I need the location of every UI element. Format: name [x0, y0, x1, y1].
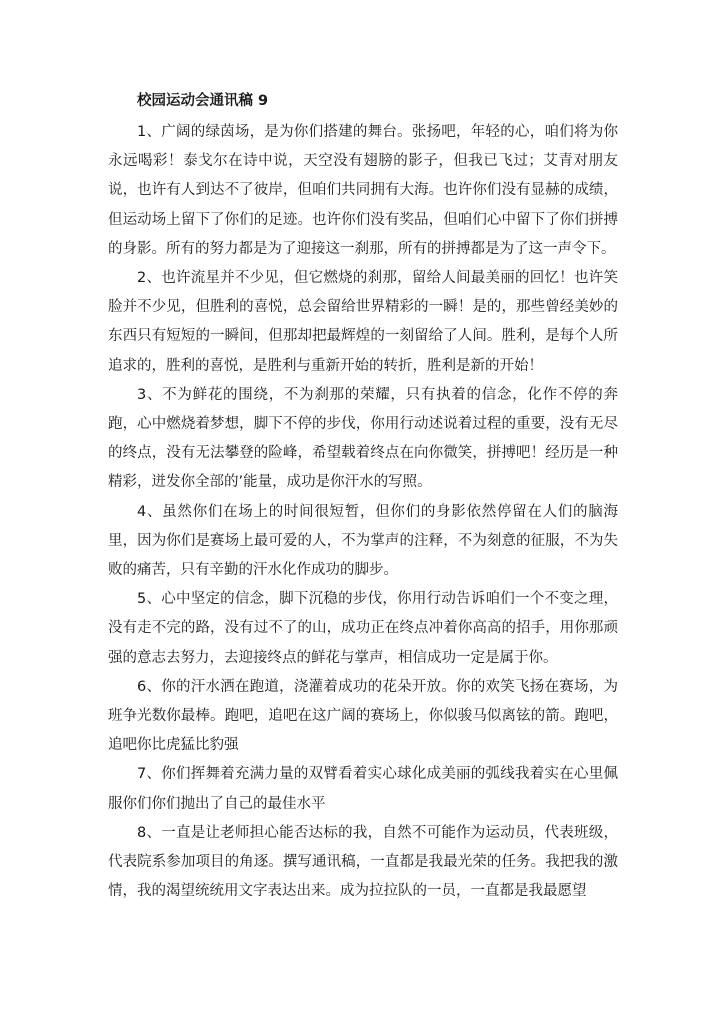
- paragraph-4: 4、虽然你们在场上的时间很短暂，但你们的身影依然停留在人们的脑海里，因为你们是赛场上最可爱的人，不为掌声的注释，不为刻意的征服，不为失败的痛苦，只有辛勤的汗水化作成功的脚步。: [108, 503, 618, 579]
- paragraph-3: 3、不为鲜花的围绕，不为刹那的荣耀，只有执着的信念，化作不停的奔跑，心中燃烧着梦想，脚下不停的步伐，你用行动述说着过程的重要，没有无尽的终点，没有无法攀登的险峰，希望载着终点在向你微笑，拼搏吧！经历是一种精彩，迸发你全部的’能量，成功是你汗水的写照。: [108, 386, 618, 491]
- document-body: [108, 118, 618, 906]
- paragraph-8: 8、一直是让老师担心能否达标的我，自然不可能作为运动员，代表班级，代表院系参加项目的角逐。撰写通讯稿，一直都是我最光荣的任务。我把我的激情，我的渴望统统用文字表达出来。成为拉拉队的一员，一直都是我最愿望: [108, 824, 618, 900]
- paragraph-1: 1、广阔的绿茵场，是为你们搭建的舞台。张扬吧，年轻的心，咱们将为你永远喝彩！泰戈尔在诗中说，天空没有翅膀的影子，但我已飞过；艾青对朋友说，也许有人到达不了彼岸，但咱们共同拥有大海。也许你们没有显赫的成绩，但运动场上留下了你们的足迹。也许你们没有奖品，但咱们心中留下了你们拼搏的身影。所有的努力都是为了迎接这一刹那，所有的拼搏都是为了这一声令下。: [108, 124, 618, 257]
- paragraph-6: 6、你的汗水洒在跑道，浇灌着成功的花朵开放。你的欢笑飞扬在赛场，为班争光数你最棒。跑吧，追吧在这广阔的赛场上，你似骏马似离铉的箭。跑吧，追吧你比虎猛比豹强: [108, 678, 618, 754]
- paragraph-7: 7、你们挥舞着充满力量的双臂看着实心球化成美丽的弧线我着实在心里佩服你们你们抛出了自己的最佳水平: [108, 766, 618, 812]
- paragraph-2: 2、也许流星并不少见，但它燃烧的刹那，留给人间最美丽的回忆！也许笑脸并不少见，但胜利的喜悦，总会留给世界精彩的一瞬！是的，那些曾经美妙的东西只有短短的一瞬间，但那却把最辉煌的一刻留给了人间。胜利，是每个人所追求的，胜利的喜悦，是胜利与重新开始的转折，胜利是新的开始！: [108, 270, 618, 374]
- paragraph-5: 5、心中坚定的信念，脚下沉稳的步伐，你用行动告诉咱们一个不变之理，没有走不完的路，没有过不了的山，成功正在终点冲着你高高的招手，用你那顽强的意志去努力，去迎接终点的鲜花与掌声，相信成功一定是属于你。: [108, 591, 618, 666]
- document-title: 校园运动会通讯稿 9: [137, 93, 269, 109]
